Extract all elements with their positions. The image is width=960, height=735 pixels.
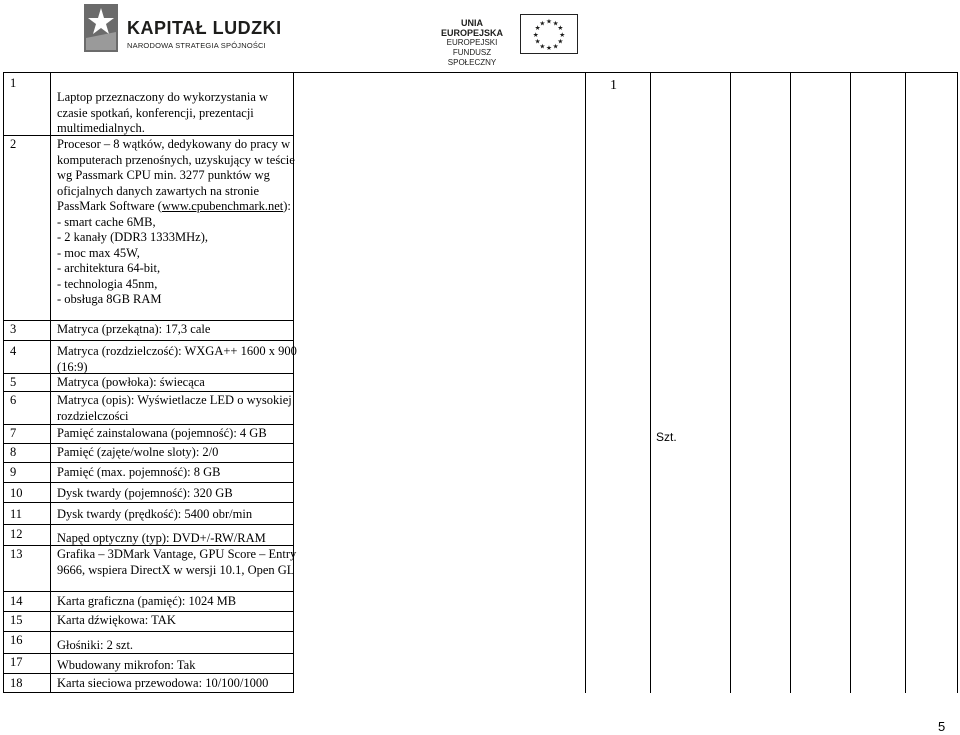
spec-row-3-text: Matryca (przekątna): 17,3 cale [57, 322, 211, 336]
eu-line3: FUNDUSZ SPOŁECZNY [447, 48, 497, 67]
eu-line2: EUROPEJSKI [446, 38, 498, 47]
spec-row-15-text: Karta dźwiękowa: TAK [57, 613, 176, 627]
kapital-ludzki-emblem-icon [82, 2, 120, 54]
spec-row-14-num: 14 [10, 594, 23, 608]
spec-row-6-num: 6 [10, 393, 17, 407]
svg-text:★: ★ [534, 37, 541, 46]
page-number: 5 [938, 719, 946, 734]
spec-row-9-num: 9 [10, 465, 17, 479]
spec-row-7-text: Pamięć zainstalowana (pojemność): 4 GB [57, 426, 267, 440]
spec-row-11-text: Dysk twardy (prędkość): 5400 obr/min [57, 507, 253, 521]
spec-row-2-text-b: ): [283, 199, 291, 213]
spec-row-9-text: Pamięć (max. pojemność): 8 GB [57, 465, 221, 479]
spec-row-5-text: Matryca (powłoka): świecąca [57, 375, 205, 389]
eu-flag-icon [520, 14, 578, 54]
item-number: 1 [10, 76, 17, 90]
svg-text:★: ★ [552, 42, 559, 51]
spec-row-11-num: 11 [10, 507, 23, 521]
spec-row-2-bullet: - moc max 45W, [57, 245, 140, 260]
spec-row-18-text: Karta sieciowa przewodowa: 10/100/1000 [57, 676, 269, 690]
spec-row-13-text: Grafika – 3DMark Vantage, GPU Score – Entry 9666, wspiera DirectX w wersji 10.1, Open GL [57, 547, 297, 577]
svg-text:★: ★ [557, 37, 564, 46]
eu-text [430, 18, 514, 68]
spec-row-15-num: 15 [10, 613, 23, 627]
spec-row-14-text: Karta graficzna (pamięć): 1024 MB [57, 594, 237, 608]
svg-text:★: ★ [539, 19, 546, 28]
spec-row-2-bullet: - technologia 45nm, [57, 276, 158, 291]
spec-row-2-bullet: - architektura 64-bit, [57, 261, 161, 275]
spec-row-17-text: Wbudowany mikrofon: Tak [57, 658, 196, 672]
spec-row-6-text: Matryca (opis): Wyświetlacze LED o wysokiej rozdzielczości [57, 393, 292, 423]
spec-row-12-text: Napęd optyczny (typ): DVD+/-RW/RAM [57, 531, 266, 545]
spec-row-3-num: 3 [10, 322, 17, 336]
spec-row-2-bullet: - smart cache 6MB, [57, 214, 156, 229]
spec-row-8-num: 8 [10, 445, 17, 459]
spec-row-13-num: 13 [10, 547, 23, 561]
eu-logo [430, 14, 580, 67]
svg-text:★: ★ [552, 19, 559, 28]
spec-row-2-bullet: - 2 kanały (DDR3 1333MHz), [57, 230, 209, 244]
svg-text:★: ★ [546, 17, 552, 26]
kapital-ludzki-title: KAPITAŁ LUDZKI [127, 18, 282, 38]
spec-row-4-num: 4 [10, 344, 17, 358]
spec-row-2-num: 2 [10, 137, 17, 151]
spec-row-12-num: 12 [10, 527, 23, 541]
svg-text:★: ★ [539, 42, 546, 51]
eu-line1: UNIA EUROPEJSKA [440, 18, 503, 38]
spec-row-2-text [57, 137, 297, 308]
svg-text:★: ★ [557, 24, 564, 33]
spec-row-16-text: Głośniki: 2 szt. [57, 638, 134, 652]
spec-row-8-text: Pamięć (zajęte/wolne sloty): 2/0 [57, 445, 219, 459]
spec-row-10-num: 10 [10, 486, 23, 500]
spec-row-2-text-a: Procesor – 8 wątków, dedykowany do pracy w komputerach przenośnych, uzyskujący w teście wg Passmark CPU min. 3277 punktów wg oficjalnych danych zawartych na stronie PassMark Software ( [57, 137, 295, 213]
svg-text:★: ★ [534, 24, 541, 33]
kapital-ludzki-logo [82, 2, 282, 58]
spec-row-7-num: 7 [10, 426, 17, 440]
spec-row-1-text: Laptop przeznaczony do wykorzystania w czasie spotkań, konferencji, prezentacji multimedialnych. [57, 90, 269, 135]
spec-row-5-num: 5 [10, 375, 17, 389]
spec-row-17-num: 17 [10, 655, 23, 669]
passmark-link[interactable]: www.cpubenchmark.net [161, 199, 284, 213]
spec-row-2-bullet: - obsługa 8GB RAM [57, 292, 162, 306]
svg-text:★: ★ [532, 30, 539, 39]
unit-value: Szt. [656, 430, 677, 444]
kapital-ludzki-subtitle: NARODOWA STRATEGIA SPÓJNOŚCI [127, 41, 266, 50]
svg-text:★: ★ [546, 44, 552, 53]
spec-row-18-num: 18 [10, 676, 23, 690]
spec-row-4-text: Matryca (rozdzielczość): WXGA++ 1600 x 900 (16:9) [57, 344, 297, 374]
quantity-value: 1 [610, 78, 617, 93]
svg-text:★: ★ [559, 30, 566, 39]
spec-row-10-text: Dysk twardy (pojemność): 320 GB [57, 486, 233, 500]
spec-row-16-num: 16 [10, 633, 23, 647]
